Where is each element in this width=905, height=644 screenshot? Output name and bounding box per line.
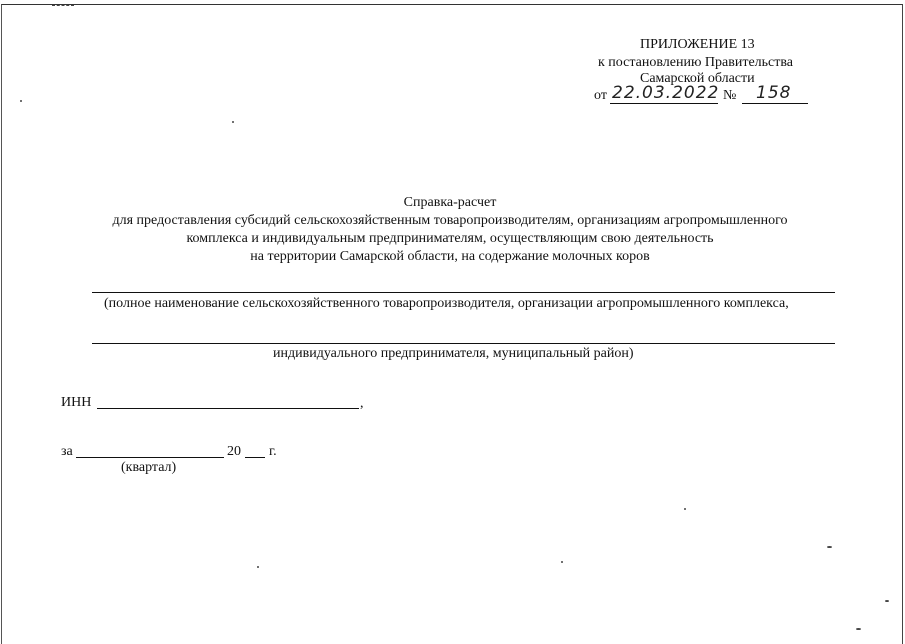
appendix-region-line: Самарской области bbox=[640, 71, 755, 86]
org-caption-line-2: индивидуального предпринимателя, муниципальный район) bbox=[273, 346, 634, 361]
heading-line-3: комплекса и индивидуальным предпринимателям, осуществляющим свою деятельность bbox=[186, 231, 714, 246]
year-prefix: 20 bbox=[227, 444, 241, 459]
appendix-title: ПРИЛОЖЕНИЕ 13 bbox=[640, 37, 755, 52]
scan-speck bbox=[885, 600, 889, 602]
appendix-date-row bbox=[594, 84, 809, 104]
document-heading bbox=[40, 194, 860, 266]
inn-field-line[interactable] bbox=[97, 408, 359, 409]
year-field-line[interactable] bbox=[245, 457, 265, 458]
org-name-line-2[interactable] bbox=[92, 343, 835, 344]
heading-line-2: для предоставления субсидий сельскохозяйственным товаропроизводителям, организациям агропромышленного bbox=[112, 213, 788, 228]
appendix-resolution-line: к постановлению Правительства bbox=[598, 55, 794, 70]
inn-comma: , bbox=[360, 396, 364, 411]
heading-title: Справка-расчет bbox=[403, 195, 497, 210]
quarter-caption: (квартал) bbox=[121, 460, 177, 475]
number-value-handwritten: 158 bbox=[756, 83, 792, 103]
scan-speck bbox=[561, 561, 563, 563]
date-value-handwritten: 22.03.2022 bbox=[612, 83, 720, 103]
date-underline bbox=[610, 103, 718, 104]
org-name-line-1[interactable] bbox=[92, 292, 835, 293]
scan-speck bbox=[684, 508, 686, 510]
scan-speck bbox=[856, 628, 861, 630]
scan-speck bbox=[20, 100, 22, 102]
inn-label: ИНН bbox=[61, 395, 92, 410]
number-underline bbox=[742, 103, 808, 104]
scan-mark bbox=[52, 5, 74, 6]
scan-speck bbox=[257, 566, 259, 568]
year-suffix: г. bbox=[269, 444, 277, 459]
date-prefix: от bbox=[594, 88, 607, 103]
org-caption-line-1: (полное наименование сельскохозяйственного товаропроизводителя, организации агропромышленного комплекса, bbox=[104, 296, 789, 311]
quarter-field-line[interactable] bbox=[76, 457, 224, 458]
scan-speck bbox=[232, 121, 234, 123]
heading-line-4: на территории Самарской области, на содержание молочных коров bbox=[250, 249, 650, 264]
period-prefix: за bbox=[61, 444, 73, 459]
scan-speck bbox=[827, 546, 832, 548]
number-prefix: № bbox=[723, 88, 737, 103]
